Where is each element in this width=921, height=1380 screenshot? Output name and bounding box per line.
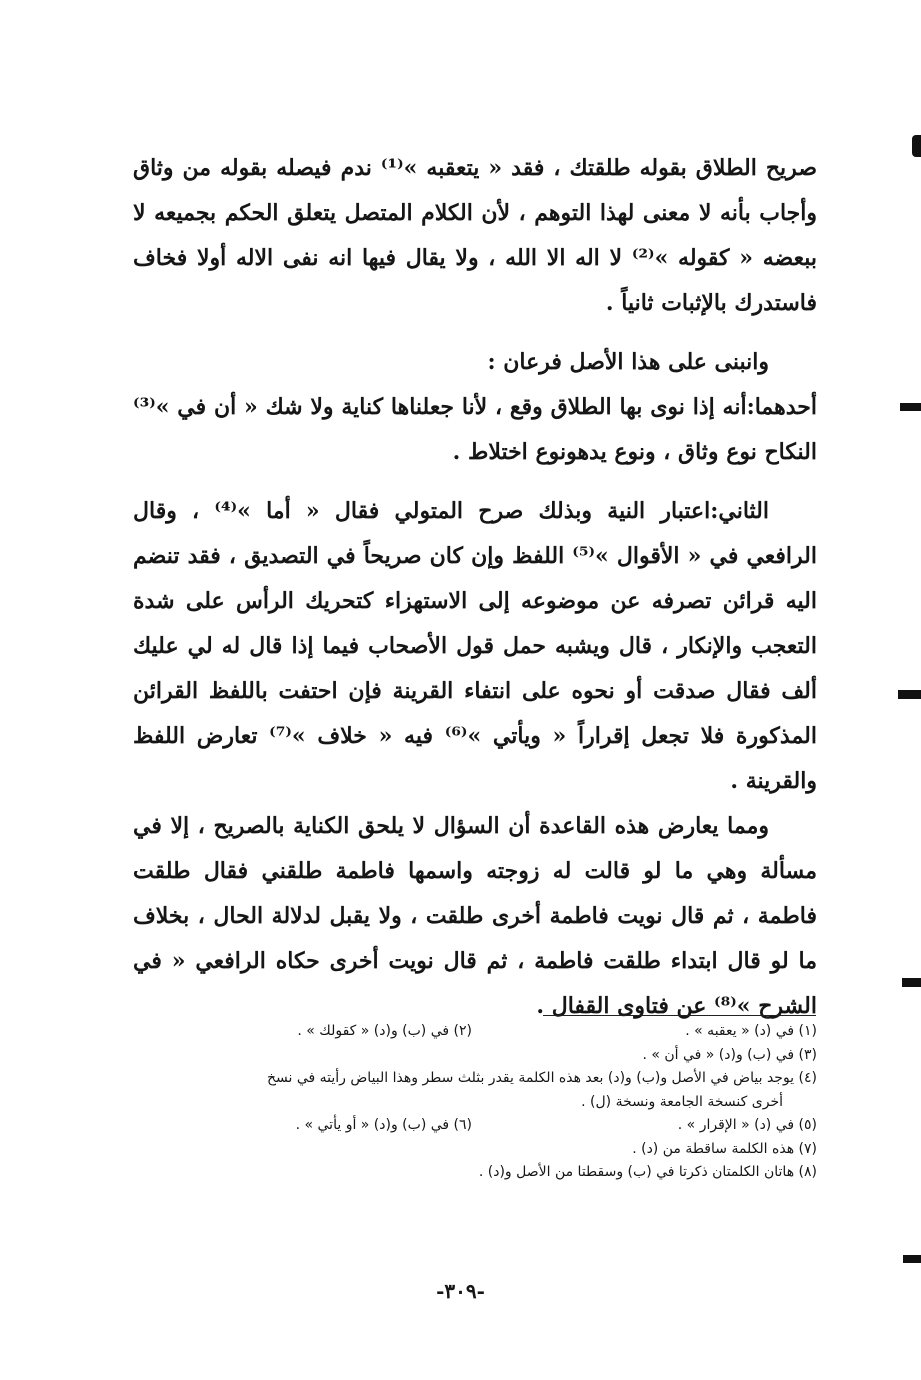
footnote-7: (٧) هذه الكلمة ساقطة من (د) . [632, 1140, 817, 1157]
scan-edge-mark [903, 1255, 921, 1263]
scan-edge-mark [900, 403, 921, 411]
footnote-4-continued: أخرى كنسخة الجامعة ونسخة (ل) . [581, 1093, 783, 1110]
footnotes [127, 1020, 817, 1185]
footnote-6: (٦) في (ب) و(د) « أو يأتي » . [295, 1117, 472, 1133]
main-text [133, 146, 817, 1029]
footnote-row [127, 1020, 817, 1044]
scan-edge-mark [898, 690, 921, 699]
paragraph-1: صريح الطلاق بقوله طلقتك ، فقد « يتعقبه »⁽¹⁾ ندم فيصله بقوله من وثاق وأجاب بأنه لا معنى لهذا التوهم ، لأن الكلام المتصل يتعلق الحكم بجميعه لا ببعضه « كقوله »⁽²⁾ لا اله الا الله ، ولا يقال فيها انه نفى الاله أولا فخاف فاستدرك بالإثبات ثانياً . [133, 155, 817, 316]
paragraph-3: أحدهما:أنه إذا نوى بها الطلاق وقع ، لأنا جعلناها كناية ولا شك « أن في »⁽³⁾ النكاح نوع وثاق ، ونوع يدهونوع اختلاط . [133, 394, 817, 465]
paragraph-4: الثاني:اعتبار النية وبذلك صرح المتولي فقال « أما »⁽⁴⁾ ، وقال الرافعي في « الأقوال »⁽⁵⁾ اللفظ وإن كان صريحاً في التصديق ، فقد تنضم اليه قرائن تصرفه عن موضوعه إلى الاستهزاء كتحريك الرأس على شدة التعجب والإنكار ، قال ويشبه حمل قول الأصحاب فيما إذا قال له لي عليك ألف فقال صدقت أو نحوه على انتفاء القرينة فإن احتفت باللفظ القرائن المذكورة فلا تجعل إقراراً « ويأتي »⁽⁶⁾ فيه « خلاف »⁽⁷⁾ تعارض اللفظ والقرينة . [133, 498, 817, 794]
footnote-8: (٨) هاتان الكلمتان ذكرتا في (ب) وسقطتا من الأصل و(د) . [478, 1164, 817, 1180]
footnote-5: (٥) في (د) « الإقرار » . [677, 1117, 817, 1133]
footnote-2: (٢) في (ب) و(د) « كقولك » . [297, 1023, 472, 1039]
footnote-row [127, 1114, 817, 1138]
page-number: -٣٠٩- [436, 1279, 485, 1303]
footnote-1: (١) في (د) « يعقبه » . [685, 1023, 817, 1039]
footnote-3: (٣) في (ب) و(د) « في أن » . [642, 1046, 817, 1063]
footnote-separator [543, 1015, 816, 1016]
footnote-4: (٤) يوجد بياض في الأصل و(ب) و(د) بعد هذه الكلمة يقدر بثلث سطر وهذا البياض رأيته في نسخ [266, 1070, 817, 1086]
paragraph-2: وانبنى على هذا الأصل فرعان : [487, 349, 769, 375]
paragraph-5: ومما يعارض هذه القاعدة أن السؤال لا يلحق الكناية بالصريح ، إلا في مسألة وهي ما لو قالت له زوجته واسمها فاطمة طلقني فقال طلقت فاطمة ، ثم قال نويت فاطمة أخرى طلقت ، ولا يقبل لدلالة الحال ، بخلاف ما لو قال ابتداء طلقت فاطمة ، ثم قال نويت أخرى حكاه الرافعي « في الشرح »⁽⁸⁾ عن فتاوى القفال . [133, 813, 818, 1019]
scan-edge-mark [912, 135, 921, 157]
scan-edge-mark [902, 978, 921, 987]
